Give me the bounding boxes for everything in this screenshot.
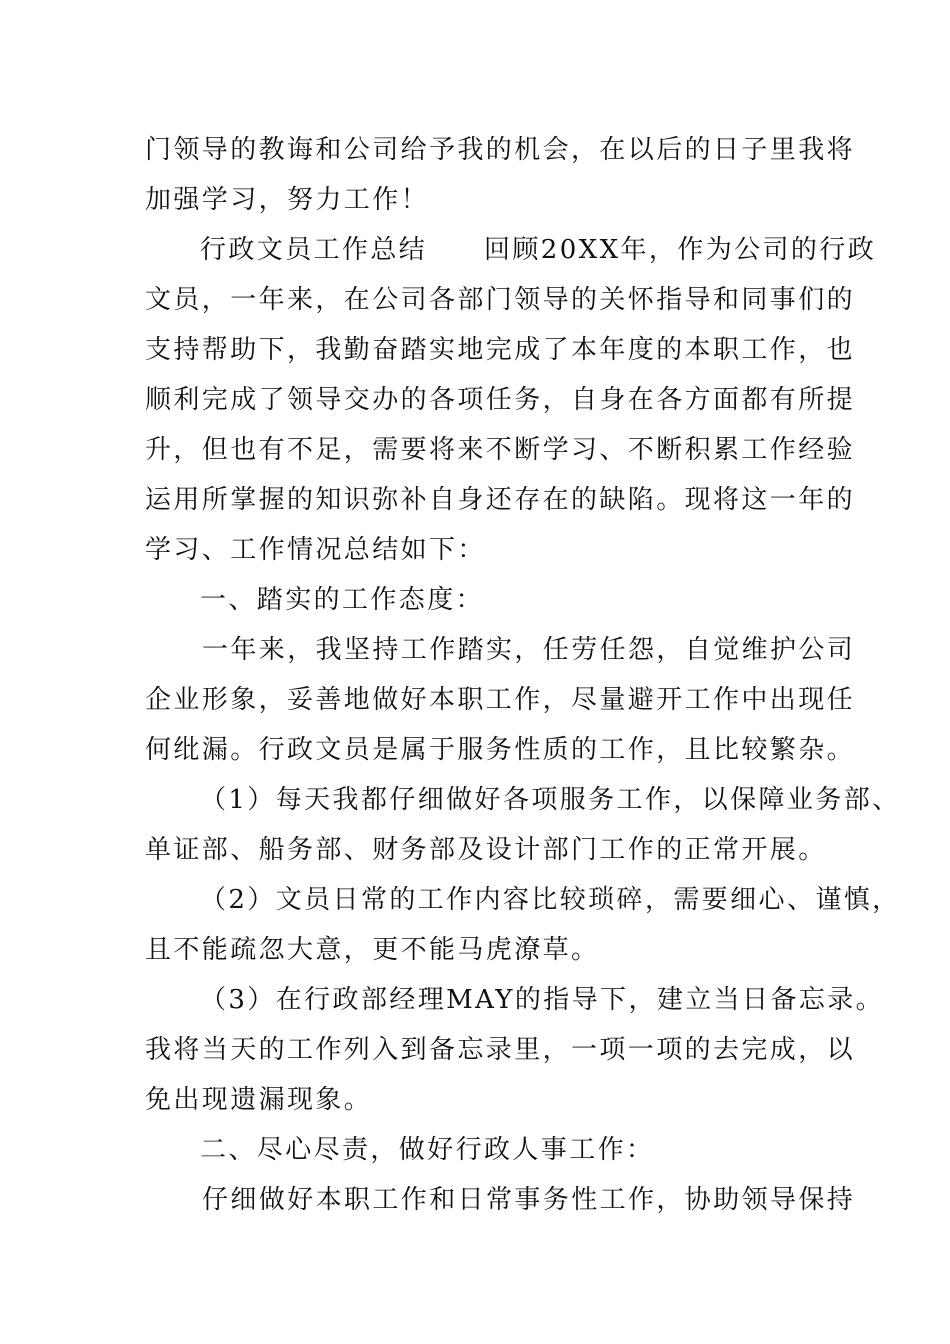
text-line: 升，但也有不足，需要将来不断学习、不断积累工作经验 (145, 435, 856, 465)
section-heading: 二、尽心尽责，做好行政人事工作： (200, 1135, 655, 1165)
text-line: 门领导的教诲和公司给予我的机会，在以后的日子里我将 (145, 135, 856, 165)
text-line: 运用所掌握的知识弥补自身还存在的缺陷。现将这一年的 (145, 485, 856, 515)
text-line: 学习、工作情况总结如下： (145, 535, 486, 565)
text-line: 单证部、船务部、财务部及设计部门工作的正常开展。 (145, 835, 827, 865)
text-line: （3）在行政部经理MAY的指导下，建立当日备忘录。 (200, 985, 885, 1015)
text-line: 行政文员工作总结 回顾20XX年，作为公司的行政 (200, 235, 877, 265)
text-line: 顺利完成了领导交办的各项任务，自身在各方面都有所提 (145, 385, 856, 415)
text-line: 仔细做好本职工作和日常事务性工作，协助领导保持 (202, 1185, 856, 1215)
text-line: 支持帮助下，我勤奋踏实地完成了本年度的本职工作，也 (145, 335, 856, 365)
text-line: 何纰漏。行政文员是属于服务性质的工作，且比较繁杂。 (145, 735, 856, 765)
text-line: 文员，一年来，在公司各部门领导的关怀指导和同事们的 (145, 285, 856, 315)
text-line: （1）每天我都仔细做好各项服务工作，以保障业务部、 (200, 785, 901, 815)
text-line: 我将当天的工作列入到备忘录里，一项一项的去完成，以 (145, 1035, 856, 1065)
text-line: 企业形象，妥善地做好本职工作，尽量避开工作中出现任 (145, 685, 856, 715)
text-line: 加强学习，努力工作！ (145, 185, 430, 215)
text-line: 且不能疏忽大意，更不能马虎潦草。 (145, 935, 600, 965)
text-line: （2）文员日常的工作内容比较琐碎，需要细心、谨慎， (200, 885, 901, 915)
text-line: 一年来，我坚持工作踏实，任劳任怨，自觉维护公司 (202, 635, 856, 665)
text-line: 免出现遗漏现象。 (145, 1085, 373, 1115)
section-heading: 一、踏实的工作态度： (200, 585, 485, 615)
